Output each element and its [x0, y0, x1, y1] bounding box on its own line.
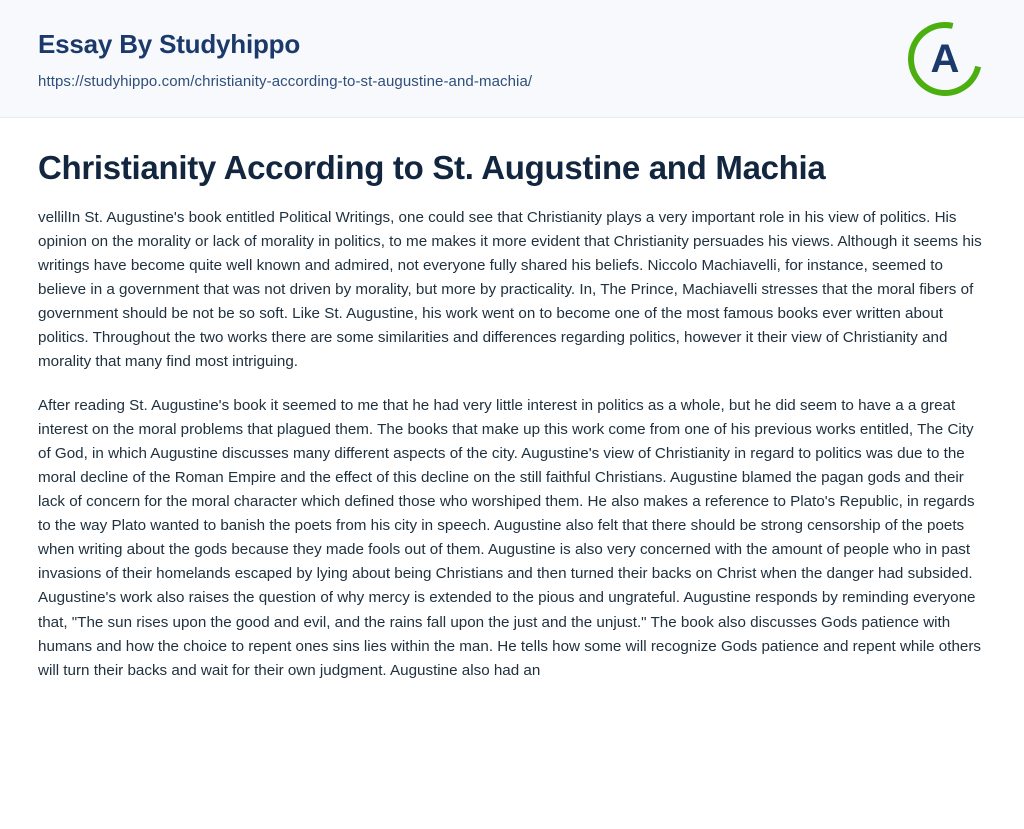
article-body [0, 118, 1024, 683]
article-paragraph: After reading St. Augustine's book it seemed to me that he had very little interest in politics as a whole, but he did seem to have a a great interest on the moral problems that plagued them. The books that make up this work come from one of his previous works entitled, The City of God, in which Augustine discusses many different aspects of the city. Augustine's view of Christianity in regard to politics was due to the moral decline of the Roman Empire and the effect of this decline on the still faithful Christians. Augustine blamed the pagan gods and their lack of concern for the moral character which defined those who worshiped them. He also makes a reference to Plato's Republic, in regards to the way Plato wanted to banish the poets from his city in speech. Augustine also felt that there should be strong censorship of the poets when writing about the gods because they made fools out of them. Augustine is also very concerned with the amount of people who in past invasions of their homelands escaped by lying about being Christians and then turned their backs on Christ when the danger had subsided. Augustine's work also raises the question of why mercy is extended to the pious and ungrateful. Augustine responds by reminding everyone that, "The sun rises upon the good and evil, and the rains fall upon the just and the unjust." The book also discusses Gods patience with humans and how the choice to repent ones sins lies within the man. He tells how some will recognize Gods patience and repent while others will turn their backs and wait for their own judgment. Augustine also had an [38, 397, 981, 679]
article-paragraph: vellilIn St. Augustine's book entitled Political Writings, one could see that Christianity plays a very important role in his view of politics. His opinion on the morality or lack of morality in politics, to me makes it more evident that Christianity persuades his views. Although it seems his writings have become quite well known and admired, not everyone fully shared his beliefs. Niccolo Machiavelli, for instance, seemed to believe in a government that was not driven by morality, but more by practicality. In, The Prince, Machiavelli stresses that the moral fibers of government should be not be so soft. Like St. Augustine, his work went on to become one of the most famous books ever written about politics. Throughout the two works there are some similarities and differences regarding politics, however it their view of Christianity and morality that many find most intriguing. [38, 209, 982, 371]
site-brand[interactable] [38, 30, 984, 59]
site-header [0, 0, 1024, 118]
logo-letter: A [930, 36, 960, 81]
site-brand-label: Essay By Studyhippo [38, 29, 301, 59]
site-logo[interactable] [908, 22, 982, 96]
page-title: Christianity According to St. Augustine and Machia [38, 149, 826, 186]
article-url[interactable]: https://studyhippo.com/christianity-according-to-st-augustine-and-machia/ [38, 72, 533, 90]
